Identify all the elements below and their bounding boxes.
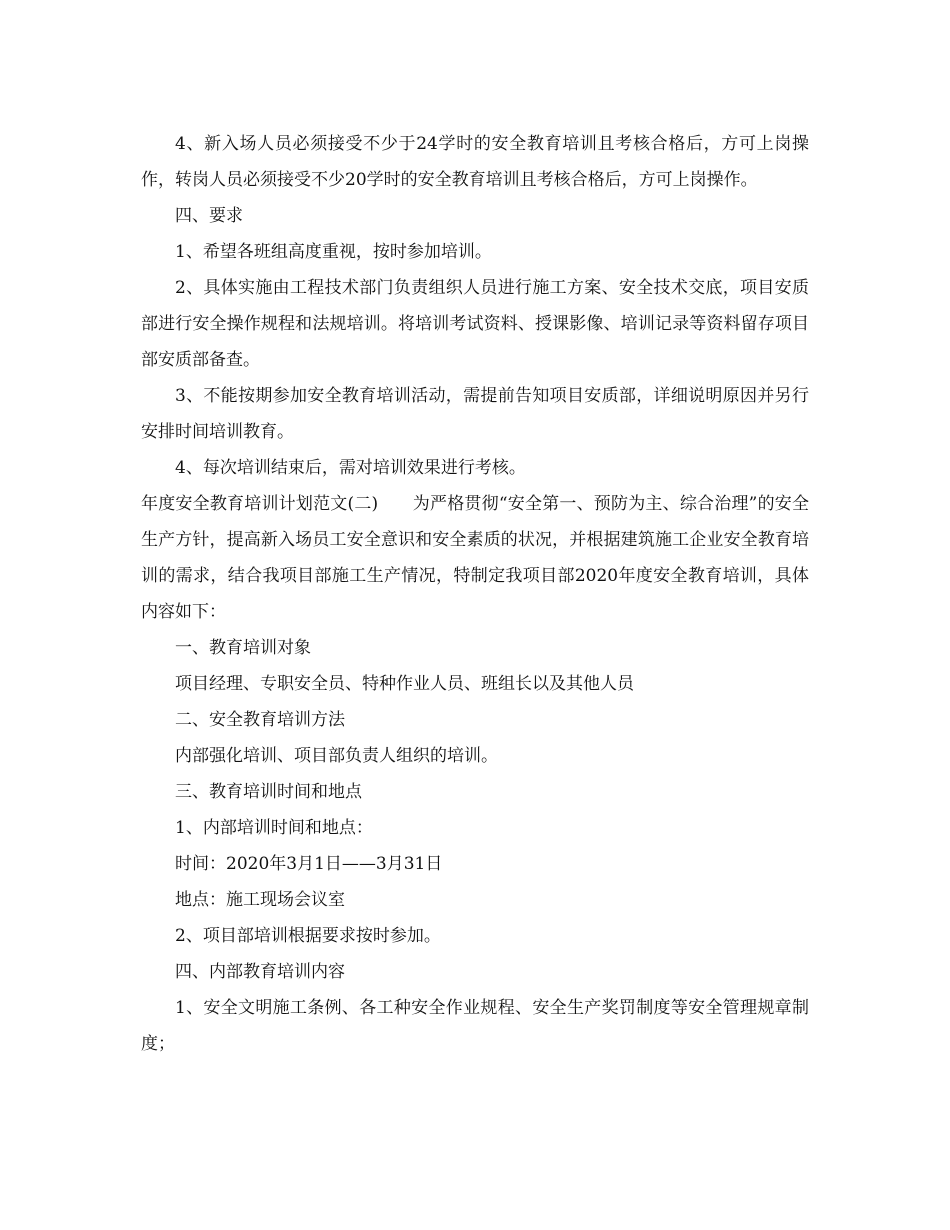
heading-training-targets: 一、教育培训对象 [175, 638, 311, 658]
paragraph-content-1: 1、安全文明施工条例、各工种安全作业规程、安全生产奖罚制度等安全管理规章制度； [141, 998, 809, 1054]
paragraph-internal-time-place: 1、内部培训时间和地点： [175, 818, 373, 838]
document-body [141, 126, 809, 1062]
paragraph-plan-2-intro: 年度安全教育培训计划范文(二) 为严格贯彻“安全第一、预防为主、综合治理”的安全生产方针，提高新入场员工安全意识和安全素质的状况，并根据建筑施工企业安全教育培训的需求，结合我项目部施工生产情况，特制定我项目部2020年度安全教育培训，具体内容如下： [141, 494, 809, 622]
heading-training-methods: 二、安全教育培训方法 [175, 710, 345, 730]
paragraph-new-staff-training-hours: 4、新入场人员必须接受不少于24学时的安全教育培训且考核合格后，方可上岗操作，转岗人员必须接受不少20学时的安全教育培训且考核合格后，方可上岗操作。 [141, 134, 809, 190]
paragraph-requirement-4: 4、每次培训结束后，需对培训效果进行考核。 [175, 458, 526, 478]
paragraph-requirement-3: 3、不能按期参加安全教育培训活动，需提前告知项目安质部，详细说明原因并另行安排时间培训教育。 [141, 386, 809, 442]
paragraph-training-place: 地点：施工现场会议室 [175, 890, 345, 910]
paragraph-training-methods: 内部强化培训、项目部负责人组织的培训。 [175, 746, 498, 766]
heading-training-time-place: 三、教育培训时间和地点 [175, 782, 362, 802]
paragraph-project-training: 2、项目部培训根据要求按时参加。 [175, 926, 441, 946]
paragraph-training-time: 时间：2020年3月1日——3月31日 [175, 854, 443, 874]
heading-internal-training-content: 四、内部教育培训内容 [175, 962, 345, 982]
paragraph-requirement-2: 2、具体实施由工程技术部门负责组织人员进行施工方案、安全技术交底，项目安质部进行安全操作规程和法规培训。将培训考试资料、授课影像、培训记录等资料留存项目部安质部备查。 [141, 278, 809, 370]
heading-requirements: 四、要求 [175, 206, 243, 226]
paragraph-requirement-1: 1、希望各班组高度重视，按时参加培训。 [175, 242, 492, 262]
paragraph-training-targets: 项目经理、专职安全员、特种作业人员、班组长以及其他人员 [175, 674, 634, 694]
